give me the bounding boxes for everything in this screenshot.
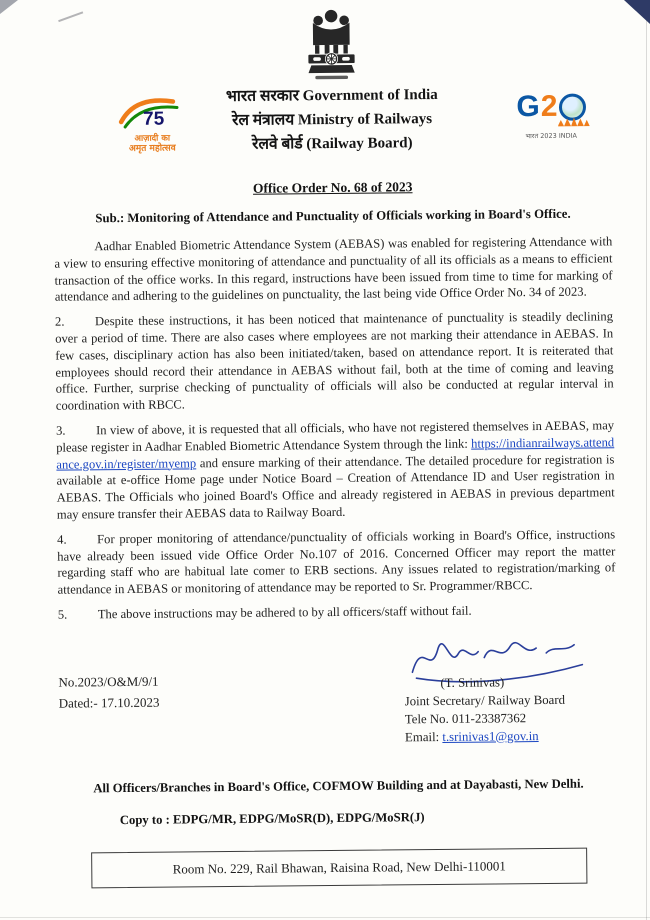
office-address: Room No. 229, Rail Bhawan, Raisina Road, New Delhi-110001 bbox=[172, 858, 506, 877]
paragraph-number: 5. bbox=[57, 607, 68, 622]
office-address-box bbox=[91, 847, 587, 888]
email-link[interactable]: t.srinivas1@gov.in bbox=[442, 728, 539, 744]
paragraph-number: 2. bbox=[54, 314, 65, 329]
reference-block bbox=[58, 630, 160, 749]
paragraph-5 bbox=[58, 601, 616, 623]
office-order-number: Office Order No. 68 of 2023 bbox=[252, 179, 413, 196]
paragraph-text: The above instructions may be adhered to by all officers/staff without fail. bbox=[97, 603, 472, 622]
scan-edge-line bbox=[646, 0, 647, 920]
g20-wordmark bbox=[503, 91, 599, 122]
paragraph-number: 4. bbox=[57, 532, 67, 547]
scan-artifact-corner-icon bbox=[0, 0, 18, 14]
subject-line: Sub.: Monitoring of Attendance and Punctuality of Officials working in Board's Office. bbox=[95, 206, 571, 226]
signoff-section bbox=[58, 626, 617, 749]
document-body bbox=[52, 3, 618, 888]
signature-block bbox=[404, 626, 617, 746]
paragraph-text: For proper monitoring of attendance/punctuality of officials working in Board's Office, instructions have already been issued vide Office Order No.107 of 2016. Concerned Officer may report the matter regarding staff who are habitual late comer to ERB sections. Any issues related to registration/marking of attendance in AEBAS or monitoring of attendance may be reported to Sr. Programmer/RBCC. bbox=[57, 527, 616, 597]
copy-to-label: Copy to : bbox=[119, 812, 170, 827]
azadi-text-line2: अमृत महोत्सव bbox=[128, 142, 176, 154]
govt-of-india-hindi: भारत सरकार bbox=[225, 87, 300, 106]
govt-of-india-english: Government of India bbox=[302, 86, 438, 105]
g20-subtext: भारत 2023 INDIA bbox=[525, 131, 578, 141]
g20-lotus-icon bbox=[558, 117, 590, 126]
ministry-hindi: रेल मंत्रालय bbox=[232, 111, 295, 129]
paragraph-text: and ensure marking of their attendance. The detailed procedure for registration is available at e-office Home page under Notice Board – Creation of Attendance ID and User registration in AEBAS. The Officials who joined Board's Office and already registered in AEBAS in previous department may ensure transfer their AEBAS data to Railway Board. bbox=[56, 451, 615, 522]
signatory-phone: Tele No. 011-23387362 bbox=[404, 710, 527, 727]
azadi-text-line1: आज़ादी का bbox=[134, 133, 171, 144]
azadi-75-number: 75 bbox=[142, 108, 165, 130]
railway-board-hindi: रेलवे बोर्ड bbox=[251, 135, 303, 153]
railway-board-english: (Railway Board) bbox=[306, 135, 413, 153]
signatory-name: (T. Srinivas) bbox=[440, 675, 505, 690]
email-label: Email: bbox=[404, 729, 443, 745]
paragraph-4 bbox=[57, 526, 616, 599]
addressees-line: All Officers/Branches in Board's Office, COFMOW Building and at Dayabasti, New Delhi. bbox=[93, 776, 584, 796]
azadi-ka-amrit-mahotsav-logo bbox=[107, 93, 198, 153]
scan-artifact-corner-icon bbox=[624, 0, 650, 24]
scan-edge-line bbox=[0, 917, 650, 918]
g20-letter-g: G bbox=[516, 90, 540, 124]
paragraph-2 bbox=[55, 308, 614, 414]
national-emblem-icon bbox=[305, 6, 358, 87]
paragraph-3 bbox=[56, 417, 615, 523]
g20-digit-2: 2 bbox=[540, 89, 558, 123]
reference-number: No.2023/O&M/9/1 bbox=[58, 673, 159, 690]
copy-to-value: EDPG/MR, EDPG/MoSR(D), EDPG/MoSR(J) bbox=[172, 809, 425, 827]
signatory-email-line bbox=[405, 726, 617, 746]
paragraph-number: 3. bbox=[55, 423, 66, 438]
reference-date: Dated:- 17.10.2023 bbox=[58, 694, 160, 711]
g20-globe-icon bbox=[558, 93, 585, 120]
paragraph-1: Aadhar Enabled Biometric Attendance System (AEBAS) was enabled for registering Attendance with a view to ensuring effective monitoring of attendance and punctuality of all its officials as a means to efficient transaction of the office works. In this regard, instructions have been issued from time to time for marking of attendance and adhering to the guidelines on punctuality, the last being vide Office Order No. 34 of 2023. bbox=[54, 234, 613, 305]
g20-india-logo bbox=[503, 91, 599, 140]
copy-to-line bbox=[60, 808, 618, 828]
paragraph-text: Despite these instructions, it has been noticed that maintenance of punctuality is steadily declining over a period of time. There are also cases where employees are not marking their attendance in AEBAS. In few cases, disciplinary action has also been initiated/taken, based on attendance report. It is reiterated that employees should record their attendance in AEBAS without fail, both at the time of coming and leaving office. Further, surprise checking of punctuality of officials will also be conducted at regular interval in coordination with RBCC. bbox=[55, 309, 614, 413]
ministry-english: Ministry of Railways bbox=[297, 111, 433, 129]
paragraph-text: In view of above, it is requested that all officials, who have not registered themselves in AEBAS, may please register in Aadhar Enabled Biometric Attendance System through the link: bbox=[56, 418, 615, 455]
signatory-designation: Joint Secretary/ Railway Board bbox=[404, 692, 566, 709]
letterhead bbox=[52, 3, 611, 160]
aebas-registration-link[interactable]: https://indianrailways.attendance.gov.in/register/myemp bbox=[56, 435, 615, 472]
